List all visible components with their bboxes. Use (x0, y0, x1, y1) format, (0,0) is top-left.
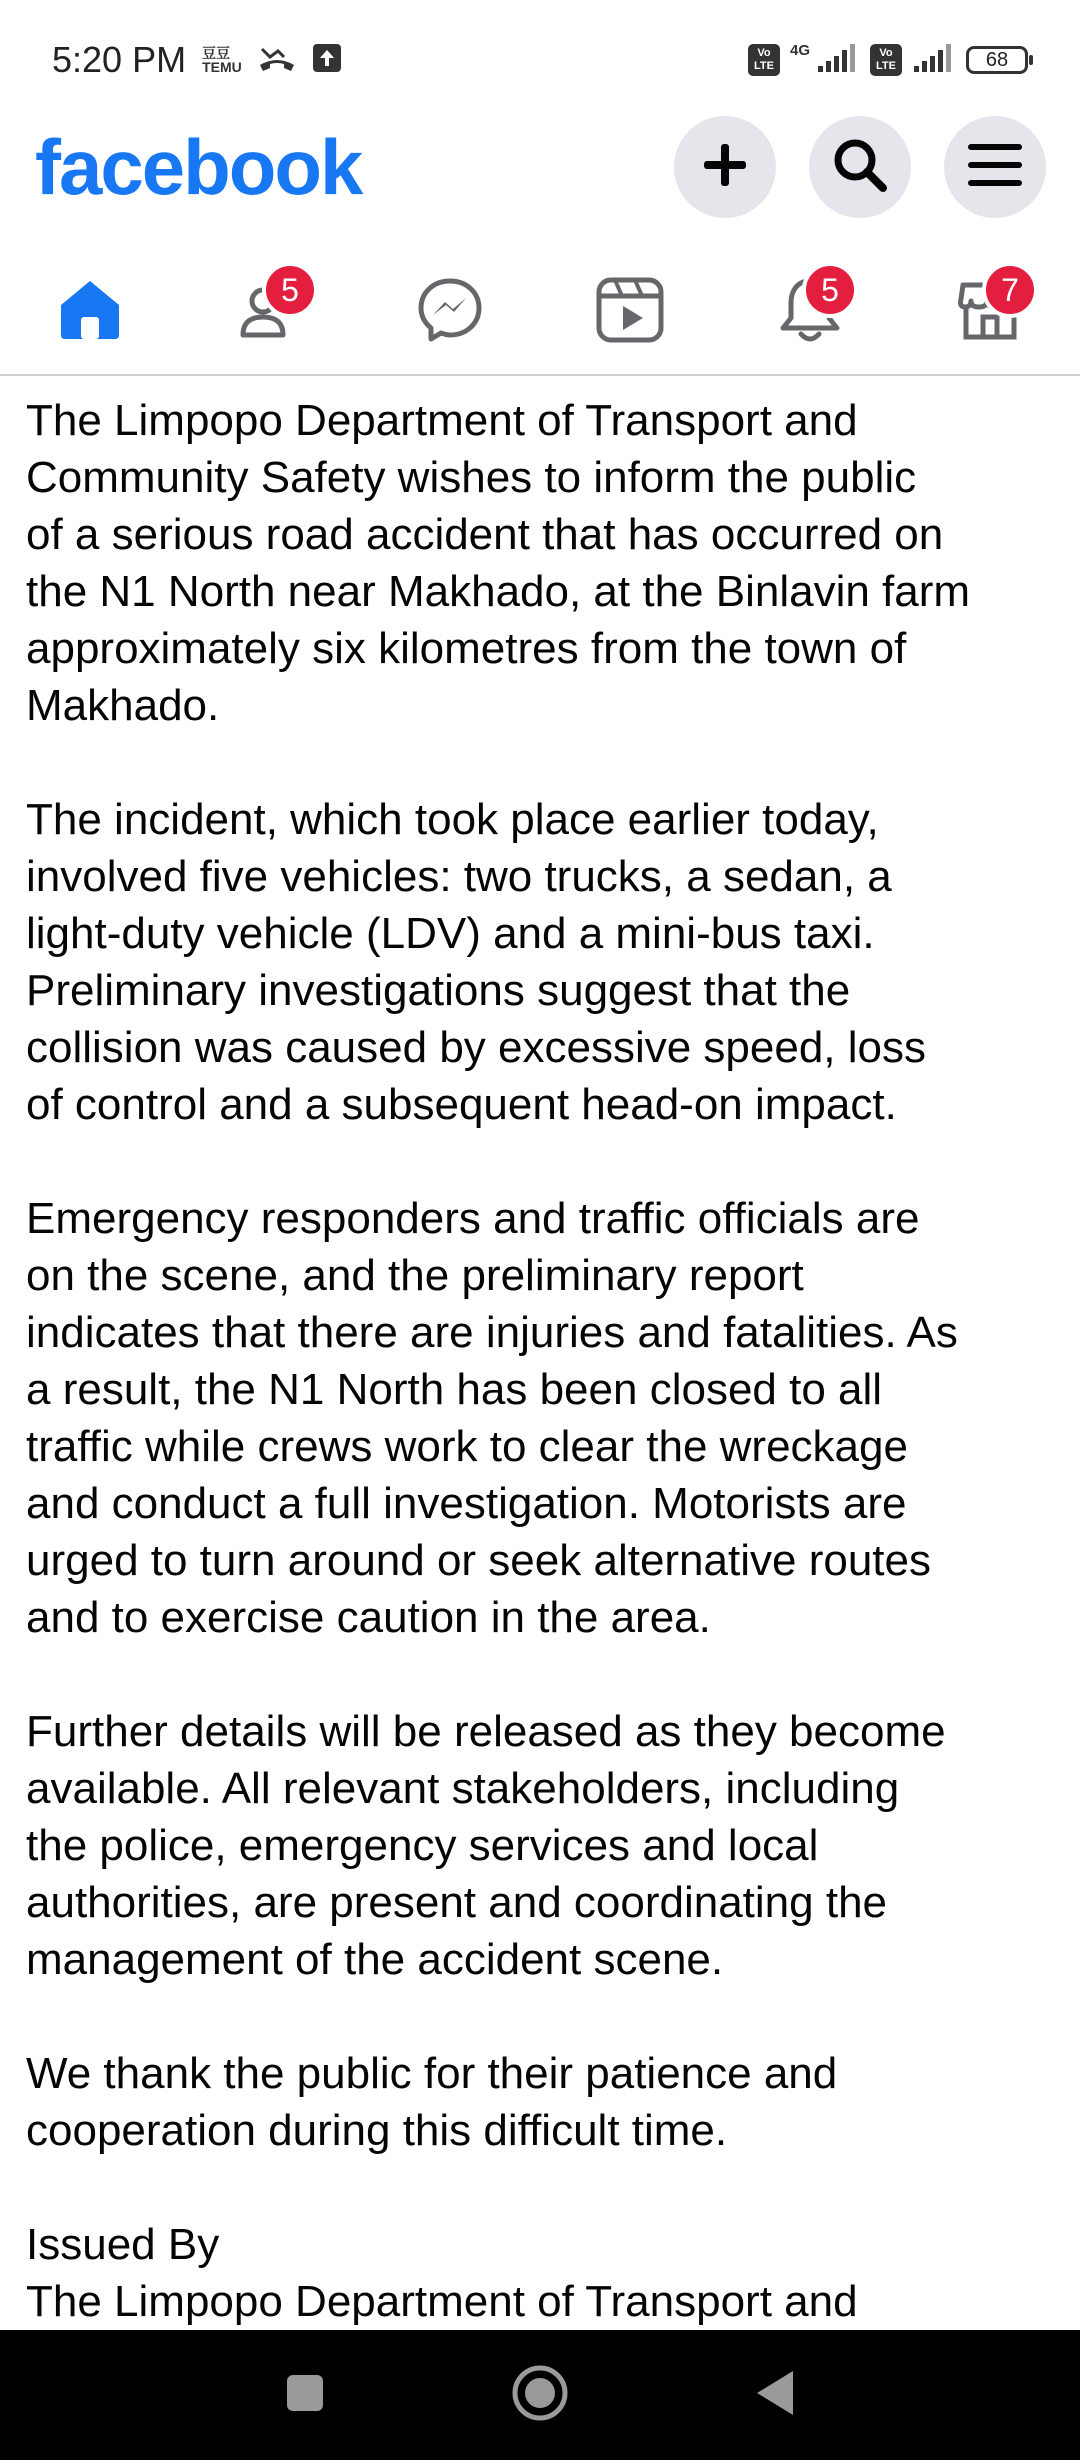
post-paragraph-5: We thank the public for their patience and cooperation during this difficult time. (26, 2049, 838, 2155)
messenger-icon (416, 276, 484, 349)
battery-icon (966, 46, 1028, 74)
post-paragraph-3: Emergency responders and traffic officials are on the scene, and the preliminary report indicates that there are injuries and fatalities. As a result, the N1 North has been closed to all traffic while crews work to clear the wreckage and conduct a full investigation. Motorists are urged to turn around or seek alternative routes and to exercise caution in the area. (26, 1194, 958, 1642)
notification-text-2: TEMU (202, 59, 242, 75)
system-navigation-bar (0, 2330, 1080, 2460)
volte-label-top: Vo (757, 47, 771, 59)
marketplace-badge: 7 (982, 262, 1038, 318)
back-icon (753, 2369, 797, 2422)
tab-bar (0, 240, 1080, 372)
tab-marketplace[interactable] (940, 262, 1040, 362)
plus-icon (700, 140, 750, 195)
notifications-badge: 5 (802, 262, 858, 318)
post-paragraph-4: Further details will be released as they become available. All relevant stakeholders, including the police, emergency services and local authorities, are present and coordinating the management of the accident scene. (26, 1707, 946, 1984)
volte-label-top-2: Vo (879, 47, 893, 59)
menu-button[interactable] (944, 116, 1046, 218)
battery-level: 68 (985, 49, 1009, 71)
volte-icon (748, 44, 780, 76)
volte-label-bottom: LTE (754, 60, 774, 72)
app-header (0, 112, 1080, 222)
status-bar (0, 0, 1080, 120)
notification-app-icon (202, 46, 242, 74)
signal-icon-2 (912, 42, 956, 79)
notification-text-1: 豆豆 (202, 45, 231, 61)
issuer-name: The Limpopo Department of Transport and (26, 2277, 858, 2326)
tab-notifications[interactable] (760, 262, 860, 362)
status-right (748, 42, 1028, 79)
recents-button[interactable] (270, 2360, 340, 2430)
volte-label-bottom-2: LTE (876, 60, 896, 72)
post-paragraph-2: The incident, which took place earlier today, involved five vehicles: two trucks, a sedan, a light-duty vehicle (LDV) and a mini-bus taxi. Preliminary investigations suggest that the collision was caused by excessive speed, loss of control and a subsequent head-on impact. (26, 795, 927, 1129)
search-button[interactable] (809, 116, 911, 218)
post-paragraph-1: The Limpopo Department of Transport and Community Safety wishes to inform the public of a serious road accident that has occurred on the N1 North near Makhado, at the Binlavin farm approximately six kilometres from the town of Makhado. (26, 396, 971, 730)
upload-notification-icon (312, 43, 342, 78)
back-button[interactable] (740, 2360, 810, 2430)
home-circle-icon (511, 2364, 569, 2427)
home-system-button[interactable] (505, 2360, 575, 2430)
post-body (26, 392, 1066, 2330)
issued-by-label: Issued By (26, 2220, 220, 2269)
search-icon (831, 136, 889, 199)
tab-home[interactable] (40, 262, 140, 362)
home-icon (57, 277, 123, 348)
video-icon (595, 276, 665, 349)
friends-badge: 5 (262, 262, 318, 318)
missed-call-icon (258, 43, 296, 78)
tab-friends[interactable] (220, 262, 320, 362)
tab-video[interactable] (580, 262, 680, 362)
header-divider (0, 374, 1080, 376)
tab-messenger[interactable] (400, 262, 500, 362)
create-button[interactable] (674, 116, 776, 218)
recents-icon (285, 2373, 325, 2418)
volte-icon-2 (870, 44, 902, 76)
status-time: 5:20 PM (52, 39, 187, 80)
menu-icon (966, 140, 1024, 195)
facebook-logo[interactable]: facebook (35, 123, 362, 211)
status-left (52, 39, 342, 81)
signal-icon-1 (816, 42, 860, 79)
network-type: 4G (789, 41, 810, 59)
